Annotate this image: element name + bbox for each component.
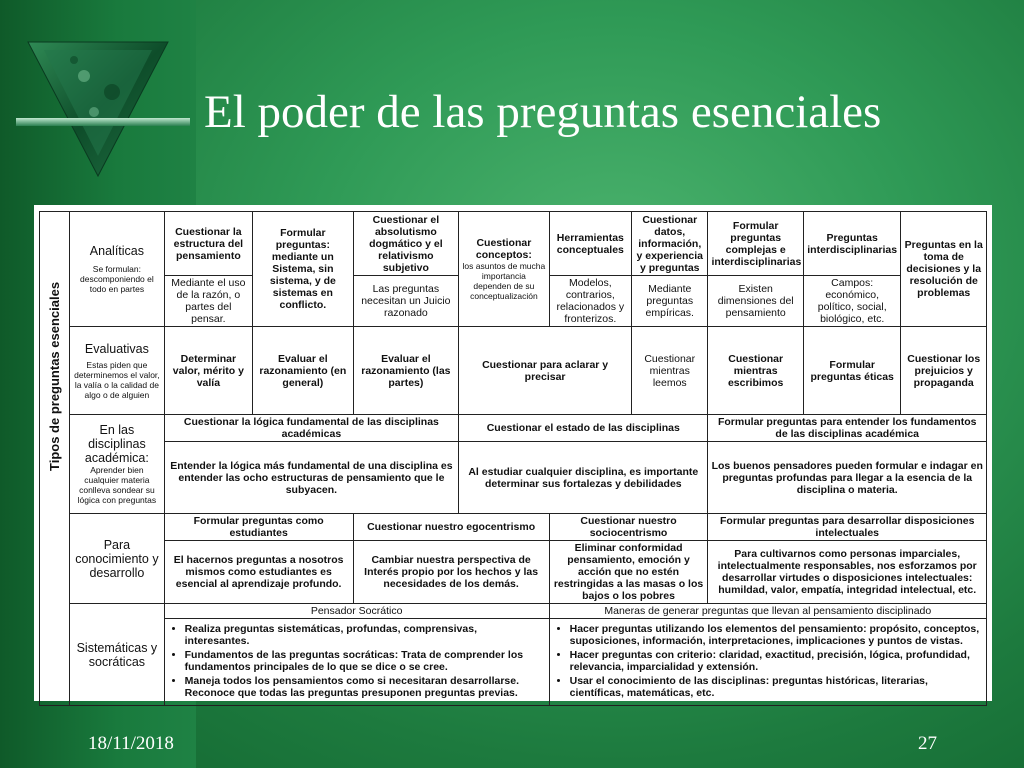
cell-bottom: Mediante preguntas empíricas. bbox=[632, 276, 708, 327]
eval-cell: Cuestionar los prejuicios y propaganda bbox=[901, 327, 987, 415]
con-header: Cuestionar nuestro egocentrismo bbox=[353, 514, 549, 541]
list-item: • Hacer preguntas con criterio: claridad, exactitud, precisión, lógica, profundidad, relevancia, imparcialidad y extensión. bbox=[570, 649, 980, 673]
cell-top: Formular preguntas complejas e interdisciplinarias bbox=[708, 212, 804, 276]
essential-questions-table bbox=[39, 211, 987, 706]
disc-header: Formular preguntas para entender los fundamentos de las disciplinas académica bbox=[708, 415, 987, 442]
eval-cell: Evaluar el razonamiento (las partes) bbox=[353, 327, 459, 415]
eval-cell: Evaluar el razonamiento (en general) bbox=[253, 327, 354, 415]
vertical-label: Tipos de preguntas esenciales bbox=[47, 281, 62, 471]
slide-title: El poder de las preguntas esenciales bbox=[204, 86, 882, 138]
vertical-label-cell bbox=[40, 212, 70, 706]
category-title: En las disciplinas académica: bbox=[84, 423, 149, 465]
category-desc: Se formulan: descomponiendo el todo en partes bbox=[80, 264, 154, 294]
slide-date: 18/11/2018 bbox=[88, 733, 174, 754]
cell-top: Preguntas en la toma de decisiones y la resolución de problemas bbox=[901, 212, 987, 327]
concepts-desc: los asuntos de mucha importancia dependen de su conceptualización bbox=[462, 261, 546, 301]
cell-top: Cuestionar el absolutismo dogmático y el relativismo subjetivo bbox=[353, 212, 459, 276]
slide-number: 27 bbox=[918, 733, 937, 754]
eval-cell: Determinar valor, mérito y valía bbox=[164, 327, 252, 415]
sis-right-list bbox=[556, 623, 980, 699]
con-body: El hacernos preguntas a nosotros mismos como estudiantes es esencial al aprendizaje profundo. bbox=[164, 541, 353, 604]
concepts-title: Cuestionar conceptos: bbox=[475, 237, 532, 261]
cell-bottom: Mediante el uso de la razón, o partes del pensar. bbox=[164, 276, 252, 327]
category-title: Analíticas bbox=[89, 244, 144, 258]
eval-cell: Formular preguntas éticas bbox=[803, 327, 901, 415]
cell-bottom: Campos: económico, político, social, biológico, etc. bbox=[803, 276, 901, 327]
category-disciplinas bbox=[70, 415, 164, 514]
sis-left-list bbox=[171, 623, 543, 699]
category-title: Para conocimiento y desarrollo bbox=[75, 537, 159, 580]
category-desc: Estas piden que determinemos el valor, la valía o la calidad de algo o de alguien bbox=[74, 359, 160, 400]
cell-concepts bbox=[459, 212, 549, 327]
green-marble-triangle-logo bbox=[14, 40, 192, 180]
sis-right-list-cell bbox=[549, 619, 986, 706]
eval-cell: Cuestionar mientras escribimos bbox=[708, 327, 804, 415]
cell-bottom: Existen dimensiones del pensamiento bbox=[708, 276, 804, 327]
category-sistematicas bbox=[70, 604, 164, 706]
list-item: • Maneja todos los pensamientos como si necesitaran desarrollarse. Reconoce que todas las preguntas presuponen preguntas previas. bbox=[185, 675, 543, 699]
con-body: Eliminar conformidad pensamiento, emoción y acción que no estén restringidas a las masas o los bajos o los pobres bbox=[549, 541, 708, 604]
sis-left-list-cell bbox=[164, 619, 549, 706]
cell-top: Cuestionar la estructura del pensamiento bbox=[164, 212, 252, 276]
cell-top: Preguntas interdisciplinarias bbox=[803, 212, 901, 276]
list-item: • Realiza preguntas sistemáticas, profundas, comprensivas, interesantes. bbox=[185, 623, 543, 647]
eval-cell: Cuestionar para aclarar y precisar bbox=[459, 327, 632, 415]
eval-cell: Cuestionar mientras leemos bbox=[632, 327, 708, 415]
con-body: Cambiar nuestra perspectiva de Interés propio por los hechos y las necesidades de los demás. bbox=[353, 541, 549, 604]
cell-top: Cuestionar datos, información, y experiencia y preguntas bbox=[632, 212, 708, 276]
con-header: Formular preguntas como estudiantes bbox=[164, 514, 353, 541]
cell-top: Herramientas conceptuales bbox=[549, 212, 631, 276]
con-header: Cuestionar nuestro sociocentrismo bbox=[549, 514, 708, 541]
category-title: Evaluativas bbox=[84, 341, 149, 356]
list-item: • Hacer preguntas utilizando los elementos del pensamiento: propósito, conceptos, suposiciones, información, interpretaciones, implicaciones y puntos de vistas. bbox=[570, 623, 980, 647]
disc-header: Cuestionar la lógica fundamental de las disciplinas académicas bbox=[164, 415, 459, 442]
category-evaluativas bbox=[70, 327, 164, 415]
sis-left-header: Pensador Socrático bbox=[164, 604, 549, 619]
cell-bottom: Modelos, contrarios, relacionados y fronterizos. bbox=[549, 276, 631, 327]
con-header: Formular preguntas para desarrollar disposiciones intelectuales bbox=[708, 514, 987, 541]
category-conocimiento bbox=[70, 514, 164, 604]
list-item: • Fundamentos de las preguntas socráticas: Trata de comprender los fundamentos principales de lo que se dice o se cree. bbox=[185, 649, 543, 673]
con-body: Para cultivarnos como personas imparciales, intelectualmente responsables, nos esforzamos por desarrollar virtudes o disposiciones intelectuales: humildad, valor, empatía, integridad intelectual, etc. bbox=[708, 541, 987, 604]
cell-top: Formular preguntas: mediante un Sistema, sin sistema, y de sistemas en conflicto. bbox=[253, 212, 354, 327]
disc-body: Entender la lógica más fundamental de una disciplina es entender las ocho estructuras de pensamiento que le subyacen. bbox=[164, 442, 459, 514]
category-title: Sistemáticas y socráticas bbox=[76, 640, 158, 669]
cell-bottom: Las preguntas necesitan un Juicio razonado bbox=[353, 276, 459, 327]
sis-right-header: Maneras de generar preguntas que llevan al pensamiento disciplinado bbox=[549, 604, 986, 619]
disc-header: Cuestionar el estado de las disciplinas bbox=[459, 415, 708, 442]
disc-body: Al estudiar cualquier disciplina, es importante determinar sus fortalezas y debilidades bbox=[459, 442, 708, 514]
list-item: • Usar el conocimiento de las disciplinas: preguntas históricas, literarias, científicas, matemáticas, etc. bbox=[570, 675, 980, 699]
disc-body: Los buenos pensadores pueden formular e indagar en preguntas profundas para llegar a la esencia de la disciplina o materia. bbox=[708, 442, 987, 514]
questions-table-image bbox=[34, 205, 992, 701]
category-desc: Aprender bien cualquier materia conlleva sondear su lógica con preguntas bbox=[77, 465, 157, 505]
category-analiticas bbox=[70, 212, 164, 327]
